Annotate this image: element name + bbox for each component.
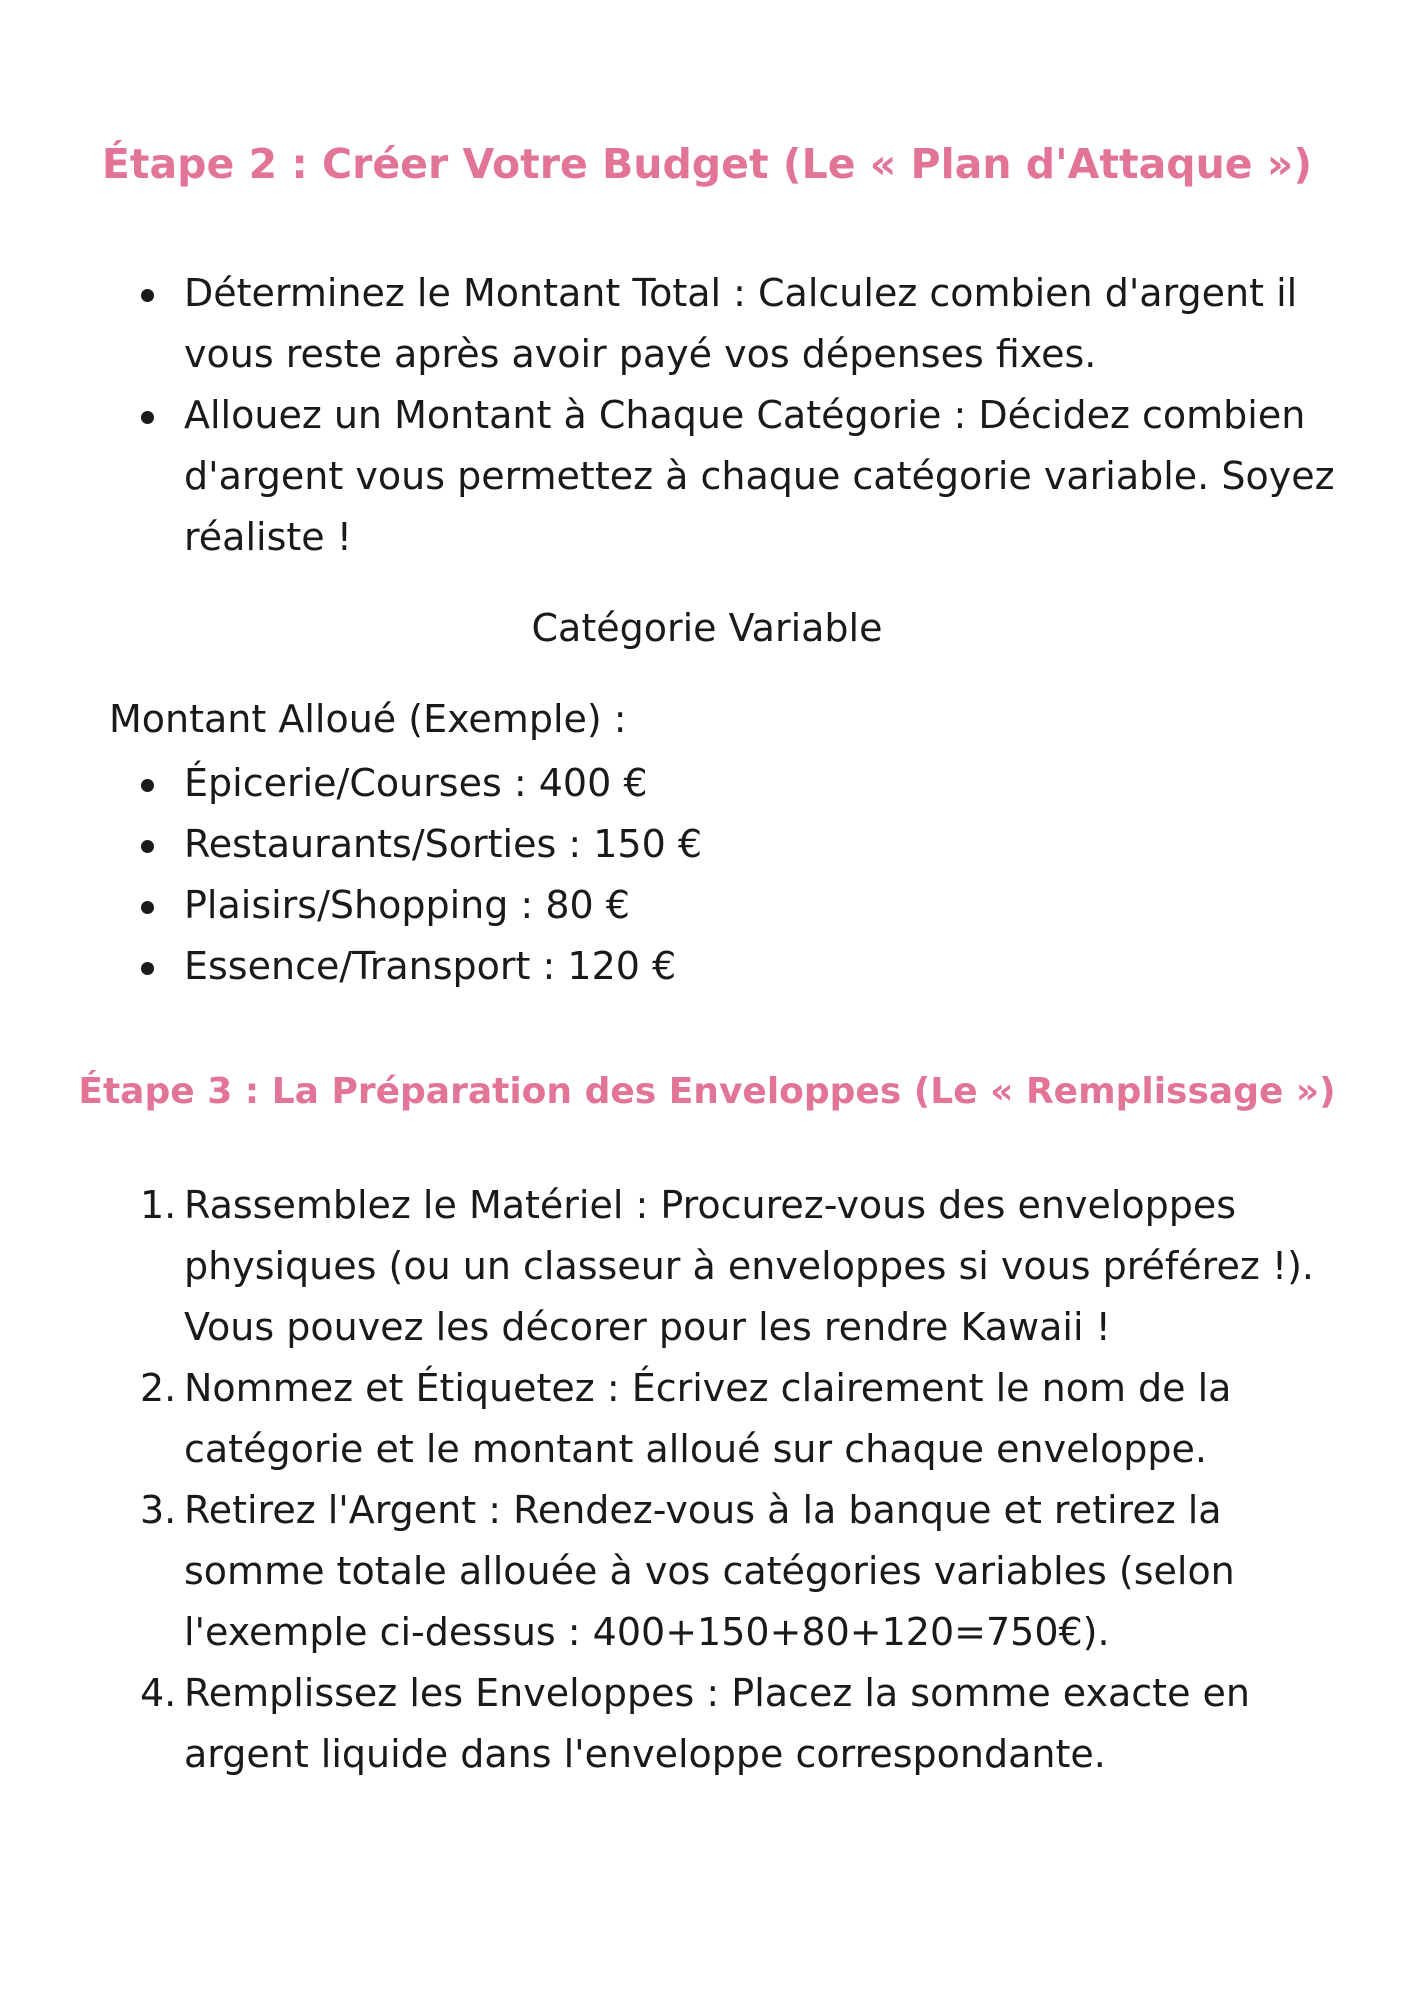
category-header: Catégorie Variable — [531, 606, 883, 650]
bullet-icon — [141, 779, 154, 792]
allocation-text: Restaurants/Sorties : 150 € — [184, 822, 703, 866]
step-2-heading: Étape 2 : Créer Votre Budget (Le « Plan d'Attaque ») — [101, 140, 1313, 188]
list-item — [0, 1175, 1414, 1358]
budget-instructions-list — [0, 263, 1414, 568]
allocation-text: Essence/Transport : 120 € — [184, 944, 677, 988]
list-item — [0, 1480, 1414, 1663]
step-text: Nommez et Étiquetez : Écrivez clairement le nom de la catégorie et le montant alloué sur chaque enveloppe. — [184, 1366, 1232, 1471]
envelope-steps-list — [0, 1175, 1414, 1785]
list-item-text: Allouez un Montant à Chaque Catégorie : Décidez combien d'argent vous permettez à chaque catégorie variable. Soyez réaliste ! — [184, 393, 1335, 559]
step-number: 1. — [140, 1183, 177, 1227]
step-text: Retirez l'Argent : Rendez-vous à la banque et retirez la somme totale allouée à vos catégories variables (selon l'exemple ci-dessus : 400+150+80+120=750€). — [184, 1488, 1235, 1654]
bullet-icon — [141, 962, 154, 975]
list-item — [0, 1358, 1414, 1480]
list-item — [0, 385, 1414, 568]
step-3-heading: Étape 3 : La Préparation des Enveloppes (Le « Remplissage ») — [78, 1071, 1336, 1112]
bullet-icon — [141, 840, 154, 853]
list-item — [0, 875, 1414, 936]
bullet-icon — [141, 901, 154, 914]
allocation-text: Plaisirs/Shopping : 80 € — [184, 883, 630, 927]
step-number: 3. — [140, 1488, 177, 1532]
bullet-icon — [141, 411, 154, 424]
step-text: Remplissez les Enveloppes : Placez la somme exacte en argent liquide dans l'enveloppe correspondante. — [184, 1671, 1251, 1776]
list-item — [0, 814, 1414, 875]
step-number: 4. — [140, 1671, 177, 1715]
list-item — [0, 753, 1414, 814]
allocation-list — [0, 753, 1414, 997]
list-item-text: Déterminez le Montant Total : Calculez combien d'argent il vous reste après avoir payé vos dépenses fixes. — [184, 271, 1298, 376]
step-text: Rassemblez le Matériel : Procurez-vous des enveloppes physiques (ou un classeur à enveloppes si vous préférez !). Vous pouvez les décorer pour les rendre Kawaii ! — [184, 1183, 1314, 1349]
list-item — [0, 263, 1414, 385]
allocation-text: Épicerie/Courses : 400 € — [184, 761, 648, 805]
list-item — [0, 936, 1414, 997]
allocated-amount-label: Montant Alloué (Exemple) : — [109, 697, 627, 741]
list-item — [0, 1663, 1414, 1785]
step-number: 2. — [140, 1366, 177, 1410]
bullet-icon — [141, 289, 154, 302]
